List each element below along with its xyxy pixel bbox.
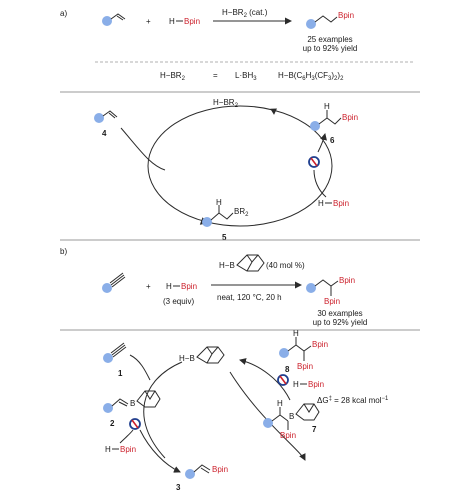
catalyst-9bbn-cycle	[179, 347, 224, 363]
hbpin-bpin: Bpin	[120, 445, 137, 454]
label-5: 5	[222, 233, 227, 242]
label-6: 6	[330, 136, 335, 145]
panel-a	[60, 8, 415, 82]
metathesis-symbol-a	[309, 157, 319, 167]
substituent-ball	[306, 283, 316, 293]
b-7: B	[289, 412, 295, 421]
hbpin-bpin: Bpin	[184, 17, 201, 26]
diboryl-product	[306, 276, 355, 306]
bpin-bottom: Bpin	[324, 297, 341, 306]
entry-arrow-4	[121, 128, 165, 170]
catalyst-9bbn	[219, 255, 264, 271]
entry-arrow-hbpin	[314, 170, 326, 197]
plus-sign: +	[146, 282, 151, 291]
label-8: 8	[285, 365, 290, 374]
bicyclic-ring	[296, 404, 319, 420]
hbpin-h: H	[169, 17, 175, 26]
intermediate-2	[103, 391, 160, 413]
h-6: H	[324, 102, 330, 111]
metathesis-symbol-b1	[130, 419, 140, 429]
alkyne-reactant	[102, 273, 125, 293]
substituent-ball	[185, 469, 195, 479]
linear-product	[306, 11, 354, 29]
yield-line-1: 25 examples	[307, 35, 353, 44]
bicyclic-ring	[197, 347, 224, 363]
panel-b	[60, 247, 367, 327]
hbpin-h: H	[166, 282, 172, 291]
alkene-reactant	[102, 14, 125, 26]
h-8: H	[293, 329, 299, 338]
intermediate-5	[202, 198, 249, 227]
hbpin8-h: H	[293, 380, 299, 389]
activation-energy: ΔG‡ = 28 kcal mol$^{-1}$	[317, 396, 389, 405]
bpin-8-top: Bpin	[312, 340, 329, 349]
bicyclic-ring	[237, 255, 264, 271]
label-1: 1	[118, 369, 123, 378]
cycle-b-catalyst: H−B	[179, 354, 195, 363]
option-fluoroaryl-borane: $H-B(C_6H_3(CF_3)_2)_2$	[278, 71, 344, 82]
substituent-ball	[103, 353, 113, 363]
bpin-3: Bpin	[212, 465, 229, 474]
label-2: 2	[110, 419, 115, 428]
br2-5: $BR_2$	[234, 207, 249, 218]
exit-arrow-3	[140, 430, 180, 472]
yield-line-2: up to 92% yield	[302, 44, 358, 53]
vinyl-boronate-3	[185, 465, 228, 479]
substituent-ball	[279, 348, 289, 358]
entry-arrow-hbpin-b	[120, 430, 133, 443]
hbpin-h: H	[318, 199, 324, 208]
bpin-top: Bpin	[339, 276, 356, 285]
conditions: neat, 120 °C, 20 h	[217, 293, 282, 302]
triple-bond	[111, 343, 126, 357]
catalytic-cycle-a	[94, 98, 358, 242]
hbpin-bpin: Bpin	[181, 282, 198, 291]
option-lbh3: $L\cdot BH_3$	[235, 71, 257, 82]
h-7: H	[277, 399, 283, 408]
label-7: 7	[312, 425, 317, 434]
b-2: B	[130, 399, 136, 408]
substituent-ball	[103, 403, 113, 413]
cycle-b-arc-left	[144, 362, 182, 458]
exit-arrow-6	[318, 134, 325, 152]
catalytic-cycle-b	[103, 329, 389, 492]
substituent-ball	[102, 16, 112, 26]
product-bpin: Bpin	[338, 11, 355, 20]
alkyl-chain	[319, 110, 341, 124]
cycle-a-arrowhead-top	[269, 106, 277, 115]
substituent-ball	[310, 121, 320, 131]
plus-sign: +	[146, 17, 151, 26]
alkyl-chain	[272, 407, 288, 430]
alkyl-chain	[315, 16, 337, 22]
hbpin8-bpin: Bpin	[308, 380, 325, 389]
substituent-ball	[306, 19, 316, 29]
panel-a-label: a)	[60, 9, 68, 18]
vinyl-bond	[194, 465, 210, 473]
catalyst-label: $H-BR_2$ (cat.)	[222, 8, 268, 19]
product-6	[310, 102, 358, 131]
hbpin-h: H	[105, 445, 111, 454]
equiv-label: (3 equiv)	[163, 297, 195, 306]
alkene-4	[94, 111, 117, 123]
hbpin-bpin: Bpin	[333, 199, 350, 208]
substituent-ball	[94, 113, 104, 123]
h-5: H	[216, 198, 222, 207]
alkyl-chain	[315, 280, 338, 296]
bpin-6: Bpin	[342, 113, 359, 122]
substituent-ball	[102, 283, 112, 293]
entry-arrow-1	[130, 355, 150, 380]
alkyl-chain	[288, 337, 311, 361]
substituent-ball	[202, 217, 212, 227]
vinyl-bond	[103, 111, 117, 118]
label-3: 3	[176, 483, 181, 492]
triple-bond	[110, 273, 125, 287]
cycle-a-catalyst: $H-BR_2$	[213, 98, 238, 109]
hbr2-definition: $H-BR_2$	[160, 71, 185, 82]
catalyst-loading: (40 mol %)	[266, 261, 305, 270]
bicyclic-ring	[137, 391, 160, 407]
label-4: 4	[102, 129, 107, 138]
bpin-8-bottom: Bpin	[297, 362, 314, 371]
intermediate-7	[263, 399, 319, 440]
yield-line-1: 30 examples	[317, 309, 363, 318]
alkyl-chain	[211, 205, 233, 220]
equals-sign: =	[213, 71, 218, 80]
yield-line-2: up to 92% yield	[312, 318, 368, 327]
vinyl-bond	[112, 399, 128, 406]
metathesis-symbol-b2	[278, 375, 288, 385]
bpin-7: Bpin	[280, 431, 297, 440]
alkyne-1	[103, 343, 126, 363]
panel-b-label: b)	[60, 247, 68, 256]
substituent-ball	[263, 418, 273, 428]
vinyl-bond	[111, 14, 125, 20]
catalyst-hb: H−B	[219, 261, 235, 270]
